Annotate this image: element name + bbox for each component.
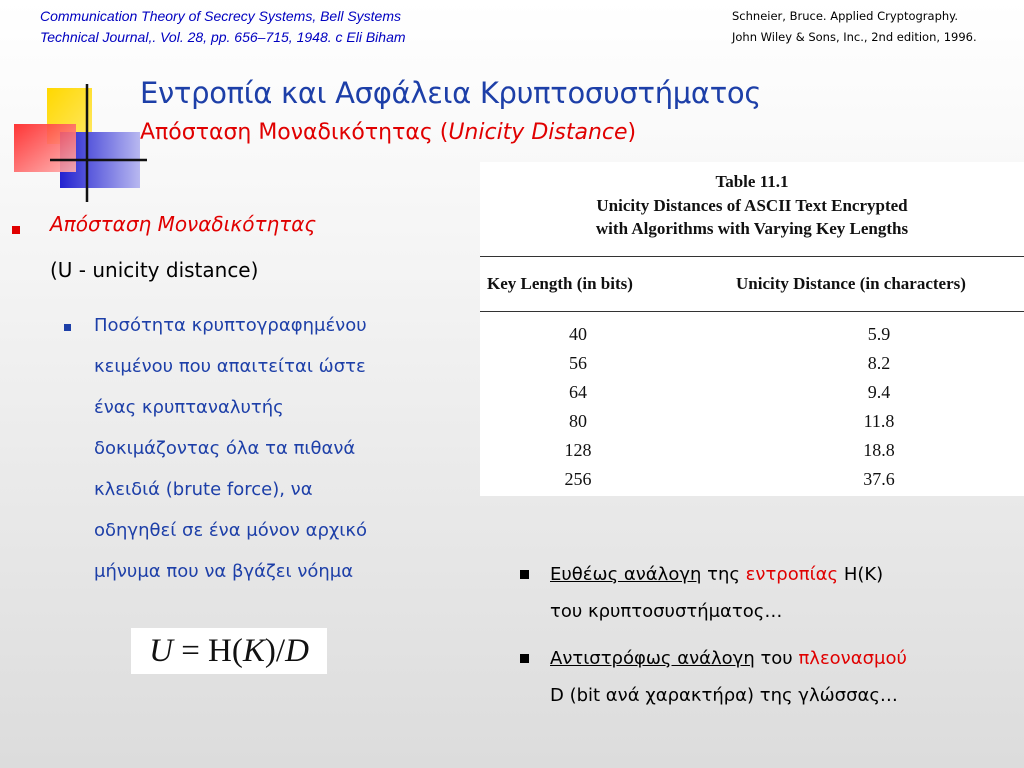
bullet-marker-main [12,216,20,240]
table-caption-line1: Table 11.1 [715,172,789,191]
cell-key-length: 80 [569,411,587,431]
connector-text: της [701,564,746,585]
cell-key-length: 56 [569,353,587,373]
decorative-squares-logo [12,84,152,202]
bullet-line-2: του κρυπτοσυστήματος… [550,601,783,622]
formula-u: U [149,633,173,669]
cell-unicity-distance: 8.2 [867,353,891,373]
table-row [480,411,1024,440]
sub-bullet-definition [94,305,464,592]
citation-right-line2: John Wiley & Sons, Inc., 2nd edition, 1996. [732,30,977,44]
formula-eq: = H( [172,633,243,669]
formula-k: K [242,633,265,669]
table-col-header-key-length: Key Length (in bits) [487,274,633,293]
directly-proportional-label: Ευθέως ανάλογη [550,564,702,585]
subtitle-suffix: ) [627,120,637,145]
formula-mid: )/ [264,633,286,669]
hk-term: H(K) [838,564,884,585]
table-row [480,440,1024,469]
citation-left [40,6,500,48]
inversely-proportional-label: Αντιστρόφως ανάλογη [550,648,755,669]
unicity-table [480,162,1024,496]
redundancy-term: πλεονασμού [798,648,907,669]
connector-text: του [754,648,799,669]
table-row [480,382,1024,411]
formula-d: D [285,633,309,669]
cell-unicity-distance: 11.8 [863,411,895,431]
citation-right-line1: Schneier, Bruce. Applied Cryptography. [732,9,958,23]
slide-title: Εντροπία και Ασφάλεια Κρυπτοσυστήματος [140,76,762,110]
table-row [480,469,1024,498]
definition-line: οδηγηθεί σε ένα μόνον αρχικό [94,520,367,541]
subtitle-prefix: Απόσταση Μοναδικότητας ( [140,120,449,145]
citation-left-line1: Communication Theory of Secrecy Systems, Bell Systems [40,8,402,24]
table-col-header-unicity-distance: Unicity Distance (in characters) [736,274,966,293]
bullet-marker-sub [64,317,71,336]
bullet-line [550,640,1020,677]
cell-unicity-distance: 18.8 [863,440,895,460]
definition-line: δοκιμάζοντας όλα τα πιθανά [94,438,356,459]
table-row [480,353,1024,382]
bullet-unicity-distance-sub: (U - unicity distance) [50,258,259,282]
citation-right [732,6,1022,48]
table-header-rule [480,311,1024,312]
slide-subtitle [140,120,636,145]
definition-line: ένας κρυπταναλυτής [94,397,284,418]
cell-unicity-distance: 9.4 [867,382,891,402]
cell-key-length: 128 [564,440,592,460]
cell-key-length: 256 [564,469,592,489]
bullet-line [550,556,1020,593]
cell-unicity-distance: 37.6 [863,469,895,489]
table-caption-line3: with Algorithms with Varying Key Lengths [595,219,909,238]
bullet-marker [520,570,529,579]
definition-line: κειμένου που απαιτείται ώστε [94,356,366,377]
subtitle-italic: Unicity Distance [448,120,628,145]
table-caption-line2: Unicity Distances of ASCII Text Encrypted [596,196,908,215]
cell-key-length: 40 [569,324,587,344]
table-top-rule [480,256,1024,257]
bullet-line-2: D (bit ανά χαρακτήρα) της γλώσσας… [550,685,898,706]
cell-unicity-distance: 5.9 [867,324,891,344]
unicity-formula [131,628,327,674]
bullet-unicity-distance: Απόσταση Μοναδικότητας [50,212,317,236]
bullet-marker [520,654,529,663]
table-row [480,324,1024,353]
definition-line: κλειδιά (brute force), να [94,479,313,500]
definition-line: μήνυμα που να βγάζει νόημα [94,561,354,582]
citation-left-line2: Technical Journal,. Vol. 28, pp. 656–715, 1948. c Eli Biham [40,29,406,45]
entropy-term: εντροπίας [745,564,839,585]
definition-line: Ποσότητα κρυπτογραφημένου [94,315,367,336]
cell-key-length: 64 [569,382,587,402]
